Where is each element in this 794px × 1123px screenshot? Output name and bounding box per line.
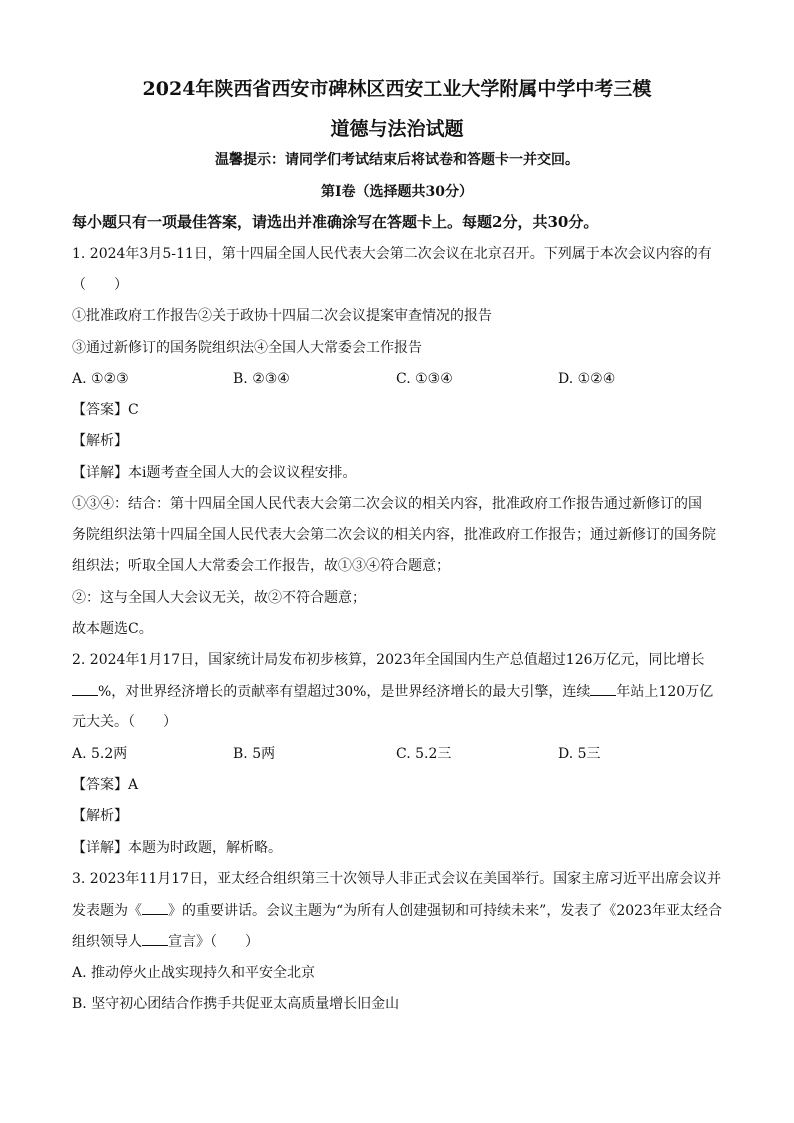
q3-stem-part-c: 组织领导人 bbox=[72, 934, 142, 950]
q2-stem-line2 bbox=[72, 681, 732, 702]
q1-explain-line4: ②：这与全国人大会议无关，故②不符合题意； bbox=[72, 590, 366, 606]
q2-option-c: C. 5.2三 bbox=[396, 746, 452, 762]
q2-analysis-label: 【解析】 bbox=[72, 808, 128, 824]
q1-conclusion: 故本题选C。 bbox=[72, 621, 153, 637]
page-subtitle: 道德与法治试题 bbox=[330, 118, 464, 140]
q1-option-c: C. ①③④ bbox=[396, 371, 453, 387]
q1-detail: 【详解】本i题考查全国人大的会议议程安排。 bbox=[72, 465, 357, 481]
q1-option-d: D. ①②④ bbox=[558, 371, 616, 387]
q1-stem-line1: 1. 2024年3月5-11日，第十四届全国人民代表大会第二次会议在北京召开。下列属于本次会议内容的有 bbox=[72, 246, 712, 262]
tip-text: 温馨提示：请同学们考试结束后将试卷和答题卡一并交回。 bbox=[215, 152, 579, 168]
q3-stem-part-b: 》的重要讲话。会议主题为“为所有人创建强韧和可持续未来”，发表了《2023年亚太经合 bbox=[168, 903, 722, 919]
q2-option-a: A. 5.2两 bbox=[72, 746, 128, 762]
q2-stem-line1: 2. 2024年1月17日，国家统计局发布初步核算，2023年全国国内生产总值超过126万亿元，同比增长 bbox=[72, 652, 705, 668]
q1-explain-line2: 务院组织法第十四届全国人民代表大会第二次会议的相关内容，批准政府工作报告；通过新修订的国务院 bbox=[72, 527, 716, 543]
q1-stem-line2: （ ） bbox=[72, 277, 128, 293]
q2-answer: 【答案】A bbox=[72, 777, 139, 793]
q1-analysis-label: 【解析】 bbox=[72, 433, 128, 449]
q1-explain-line1: ①③④：结合：第十四届全国人民代表大会第二次会议的相关内容，批准政府工作报告通过新修订的国 bbox=[72, 496, 702, 512]
q2-stem-part-a: %，对世界经济增长的贡献率有望超过30%，是世界经济增长的最大引擎，连续 bbox=[98, 684, 591, 700]
instruction-text: 每小题只有一项最佳答案，请选出并准确涂写在答题卡上。每题2分，共30分。 bbox=[72, 213, 599, 231]
q2-detail: 【详解】本题为时政题，解析略。 bbox=[72, 840, 282, 856]
q1-items-3-4: ③通过新修订的国务院组织法④全国人大常委会工作报告 bbox=[72, 340, 422, 356]
q1-option-b: B. ②③④ bbox=[233, 371, 290, 387]
q3-stem-part-d: 宣言》（ ） bbox=[168, 934, 259, 950]
q1-answer: 【答案】C bbox=[72, 402, 139, 418]
q1-items-1-2: ①批准政府工作报告②关于政协十四届二次会议提案审查情况的报告 bbox=[72, 308, 492, 324]
q3-option-a: A. 推动停火止战实现持久和平安全北京 bbox=[72, 965, 316, 981]
q2-option-b: B. 5两 bbox=[233, 746, 276, 762]
blank-line bbox=[590, 681, 616, 696]
blank-line bbox=[72, 681, 98, 696]
blank-line bbox=[142, 900, 168, 915]
q3-stem-part-a: 发表题为《 bbox=[72, 903, 142, 919]
page-title: 2024年陕西省西安市碑林区西安工业大学附属中学中考三模 bbox=[142, 78, 652, 100]
q3-stem-line2 bbox=[72, 900, 732, 921]
blank-line bbox=[142, 931, 168, 946]
q2-stem-line3: 元大关。（ ） bbox=[72, 714, 177, 730]
section-heading: 第Ⅰ卷（选择题共30分） bbox=[320, 184, 474, 200]
q2-stem-part-b: 年站上120万亿 bbox=[616, 684, 714, 700]
q1-option-a: A. ①②③ bbox=[72, 371, 129, 387]
q1-explain-line3: 组织法；听取全国人大常委会工作报告，故①③④符合题意； bbox=[72, 558, 450, 574]
q3-stem-line3 bbox=[72, 931, 732, 952]
q2-option-d: D. 5三 bbox=[558, 746, 601, 762]
q3-option-b: B. 坚守初心团结合作携手共促亚太高质量增长旧金山 bbox=[72, 996, 400, 1012]
q3-stem-line1: 3. 2023年11月17日，亚太经合组织第三十次领导人非正式会议在美国举行。国家主席习近平出席会议并 bbox=[72, 871, 722, 887]
